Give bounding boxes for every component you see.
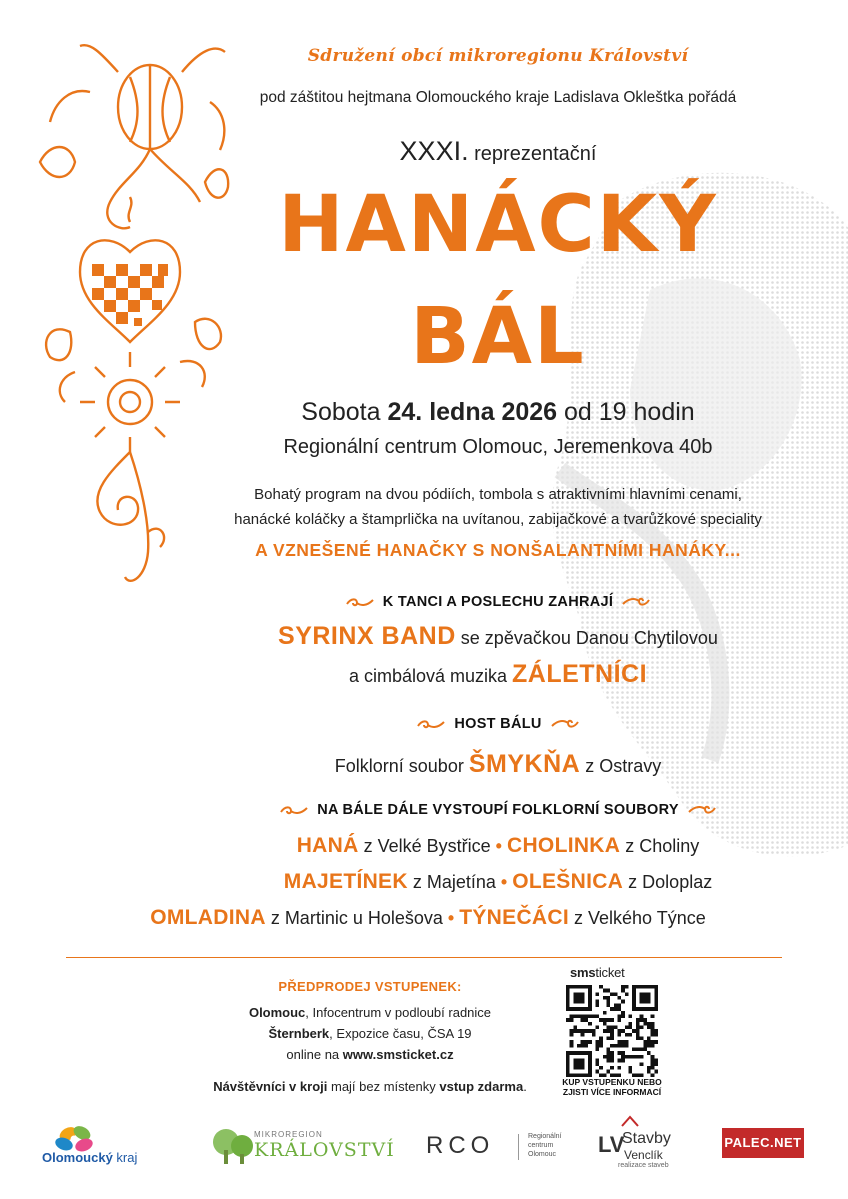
presale-city: Olomouc bbox=[248, 1005, 306, 1020]
edition-line bbox=[160, 136, 836, 167]
edition-text: reprezentační bbox=[474, 143, 597, 165]
group-place: z Velkého Týnce bbox=[574, 908, 706, 928]
rco-subtitle bbox=[528, 1132, 561, 1159]
olomoucky-kraj-logo bbox=[42, 1124, 182, 1168]
group-name: CHOLINKA bbox=[507, 834, 621, 857]
event-date bbox=[160, 398, 836, 427]
costume-note-mid: mají bez místenky bbox=[330, 1079, 436, 1094]
presale-title: PŘEDPRODEJ VSTUPENEK: bbox=[278, 979, 462, 994]
group-separator: • bbox=[495, 836, 502, 856]
date-prefix: Sobota bbox=[301, 398, 381, 426]
presale-online-prefix: online na bbox=[286, 1047, 340, 1062]
smsticket-logo-light: ticket bbox=[595, 965, 625, 980]
program-line-2: hanácké koláčky a štamprlička na uvítanou, zabijačkové a tvarůžkové speciality bbox=[234, 511, 762, 528]
lv-sub: Venclík bbox=[624, 1148, 663, 1162]
group-place: z Doloplaz bbox=[628, 872, 713, 892]
lv-tag: realizace staveb bbox=[618, 1162, 669, 1169]
title-line-2: BÁL bbox=[410, 292, 586, 382]
tree-icon bbox=[210, 1126, 258, 1166]
presale-place: , Expozice času, ČSA 19 bbox=[329, 1026, 472, 1041]
band-line-2 bbox=[160, 660, 836, 689]
program-description bbox=[160, 482, 836, 532]
music-heading bbox=[160, 594, 836, 610]
host-heading bbox=[160, 716, 836, 732]
olomoucky-kraj-light: kraj bbox=[116, 1150, 138, 1165]
band-zaletnici: ZÁLETNÍCI bbox=[512, 660, 648, 688]
swirl-ornament-icon bbox=[550, 718, 580, 730]
group-name: MAJETÍNEK bbox=[283, 870, 408, 893]
presale-city: Šternberk bbox=[268, 1026, 330, 1041]
host-prefix: Folklorní soubor bbox=[334, 756, 464, 776]
band-syrinx: SYRINX BAND bbox=[278, 622, 456, 650]
group-place: z Majetína bbox=[412, 872, 496, 892]
qr-caption bbox=[562, 1077, 662, 1097]
date-suffix: od 19 hodin bbox=[564, 398, 695, 426]
group-place: z Velké Bystřice bbox=[363, 836, 491, 856]
rco-sub-3: Olomouc bbox=[528, 1151, 557, 1158]
costume-note-end: . bbox=[523, 1079, 527, 1094]
qr-caption-line-2: ZJISTI VÍCE INFORMACÍ bbox=[562, 1087, 662, 1097]
edition-number: XXXI. bbox=[399, 136, 469, 166]
stavby-venclik-logo bbox=[598, 1114, 688, 1172]
host-heading-text: HOST BÁLU bbox=[454, 716, 542, 732]
host-suffix: z Ostravy bbox=[585, 756, 662, 776]
music-heading-text: K TANCI A POSLECHU ZAHRAJÍ bbox=[382, 594, 614, 610]
groups-row-2 bbox=[160, 870, 836, 894]
rco-sub-2: centrum bbox=[528, 1142, 554, 1149]
group-name: HANÁ bbox=[296, 834, 359, 857]
host-name: ŠMYKŇA bbox=[468, 750, 581, 778]
olomoucky-kraj-bold: Olomoucký bbox=[42, 1150, 113, 1165]
lv-mark: LV bbox=[598, 1132, 625, 1157]
rco-logo bbox=[426, 1132, 566, 1162]
rco-sub-1: Regionální bbox=[528, 1133, 562, 1140]
program-line-1: Bohatý program na dvou pódiích, tombola s atraktivními hlavními cenami, bbox=[254, 486, 742, 503]
costume-note-free: vstup zdarma bbox=[439, 1079, 524, 1094]
swirl-ornament-icon bbox=[345, 596, 375, 608]
qr-code[interactable] bbox=[566, 985, 658, 1077]
divider bbox=[66, 957, 782, 958]
mikroregion-small: MIKROREGION bbox=[254, 1130, 323, 1139]
presale-place: , Infocentrum v podloubí radnice bbox=[305, 1005, 492, 1020]
event-venue: Regionální centrum Olomouc, Jeremenkova 40b bbox=[283, 436, 713, 458]
host-line bbox=[160, 750, 836, 779]
presale-olomouc bbox=[150, 1002, 590, 1023]
house-roof-icon bbox=[620, 1114, 640, 1128]
qr-block bbox=[562, 965, 662, 1105]
groups-row-3 bbox=[100, 906, 756, 930]
group-separator: • bbox=[447, 908, 455, 928]
presale-online bbox=[150, 1044, 590, 1065]
presale-sternberk bbox=[150, 1023, 590, 1044]
association-name: Sdružení obcí mikroregionu Království bbox=[307, 46, 689, 66]
olomoucky-kraj-text bbox=[42, 1150, 137, 1165]
group-separator: • bbox=[500, 872, 508, 892]
group-place: z Choliny bbox=[625, 836, 700, 856]
band-zaletnici-prefix: a cimbálová muzika bbox=[348, 666, 507, 686]
palec-net-logo: PALEC.NET bbox=[722, 1128, 804, 1158]
date-main: 24. ledna 2026 bbox=[387, 398, 558, 426]
title-line-1: HANÁCKÝ bbox=[278, 180, 718, 270]
smsticket-logo-bold: sms bbox=[570, 965, 596, 980]
swirl-ornament-icon bbox=[687, 804, 717, 816]
patronage-line: pod záštitou hejtmana Olomouckého kraje Ladislava Okleštka pořádá bbox=[259, 89, 737, 106]
group-name: OMLADINA bbox=[150, 906, 266, 929]
band-syrinx-detail: se zpěvačkou Danou Chytilovou bbox=[460, 628, 718, 648]
smsticket-logo bbox=[570, 965, 625, 980]
group-name: OLEŠNICA bbox=[512, 870, 624, 893]
slogan: A VZNEŠENÉ HANAČKY S NONŠALANTNÍMI HANÁKY... bbox=[255, 540, 741, 560]
lv-main: Stavby bbox=[622, 1130, 671, 1147]
groups-row-1 bbox=[160, 834, 836, 858]
groups-heading bbox=[160, 802, 836, 818]
costume-note-who: Návštěvníci v kroji bbox=[213, 1079, 328, 1094]
qr-caption-line-1: KUP VSTUPENKU NEBO bbox=[562, 1077, 662, 1087]
swirl-ornament-icon bbox=[621, 596, 651, 608]
rco-divider bbox=[518, 1134, 519, 1160]
groups-heading-text: NA BÁLE DÁLE VYSTOUPÍ FOLKLORNÍ SOUBORY bbox=[317, 802, 679, 818]
rco-mark: RCO bbox=[426, 1132, 495, 1159]
group-place: z Martinic u Holešova bbox=[270, 908, 443, 928]
group-name: TÝNEČÁCI bbox=[459, 906, 569, 929]
band-line-1 bbox=[160, 622, 836, 651]
presale-url-link[interactable]: www.smsticket.cz bbox=[342, 1047, 454, 1062]
swirl-ornament-icon bbox=[416, 718, 446, 730]
mikroregion-big: KRÁLOVSTVÍ bbox=[254, 1139, 395, 1161]
swirl-ornament-icon bbox=[279, 804, 309, 816]
costume-note bbox=[150, 1076, 590, 1097]
mikroregion-kralovstvi-logo bbox=[210, 1126, 395, 1166]
